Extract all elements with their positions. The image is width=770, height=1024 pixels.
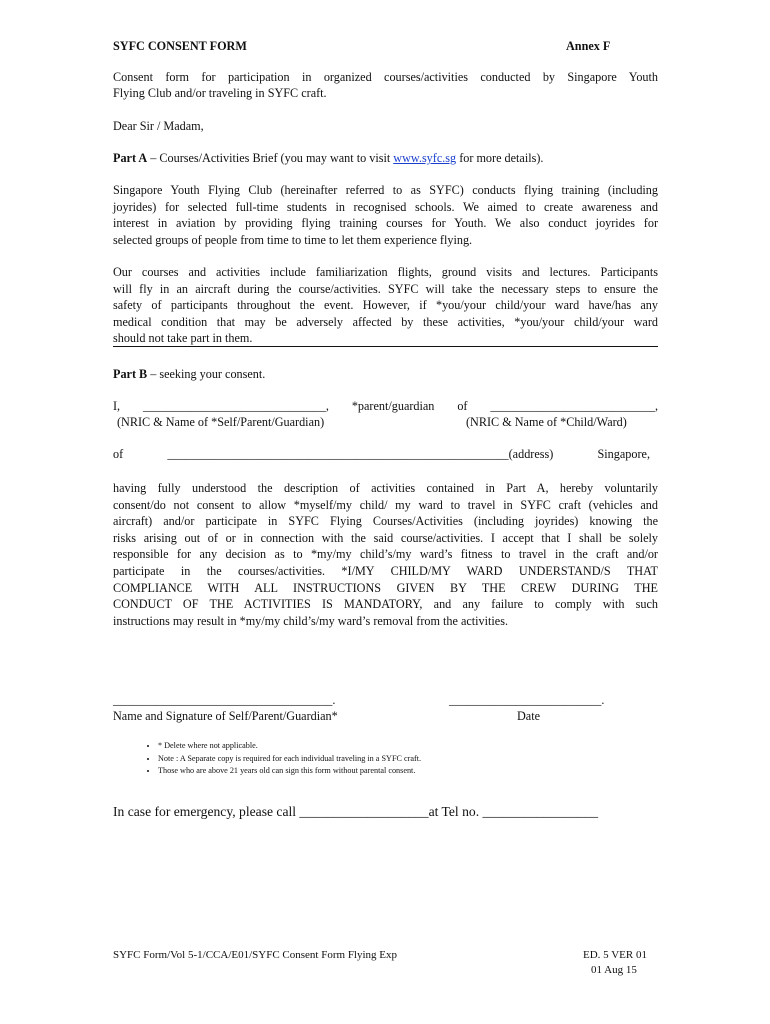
paragraph-line: responsible for any decision as to *my/my child’s/my ward’s fitness to travel in the craft and/or [113, 547, 658, 562]
paragraph-line: will fly in an aircraft during the course/activities. SYFC will take the necessary steps to ensure the [113, 281, 658, 296]
part-a-paragraph-1 [113, 182, 658, 248]
paragraph-line: risks arising out of or in connection with the said course/activities. I accept that I shall be solely [113, 530, 658, 545]
address-field[interactable]: of ________________________________________________________(address) Singapore, [113, 447, 650, 461]
paragraph-line: aircraft) and/or participate in SYFC Flying Courses/Activities (including joyrides) knowing the [113, 514, 658, 529]
part-b-label: Part B [113, 367, 148, 381]
part-a-label: Part A [113, 151, 148, 165]
intro-line-1: Consent form for participation in organized courses/activities conducted by Singapore Youth [113, 70, 658, 84]
section-divider [113, 346, 658, 347]
paragraph-line: medical condition that may be adversely affected by these activities, *you/your child/your ward [113, 314, 658, 329]
notes-list [158, 740, 421, 778]
paragraph-line: CONDUCT OF THE ACTIVITIES IS MANDATORY, and any failure to comply with such [113, 597, 658, 612]
paragraph-line: safety of participants throughout the event. However, if *you/your child/your ward have/has any [113, 298, 658, 313]
note-item: • * Delete where not applicable. [158, 740, 421, 753]
note-item: • Note : A Separate copy is required for each individual traveling in a SYFC craft. [158, 753, 421, 766]
nric-child-caption: (NRIC & Name of *Child/Ward) [466, 415, 627, 429]
footer-doc-ref: SYFC Form/Vol 5-1/CCA/E01/SYFC Consent Form Flying Exp [113, 949, 398, 961]
paragraph-line: should not take part in them. [113, 331, 253, 346]
signature-line[interactable]: ____________________________________. [113, 693, 336, 707]
footer-date: 01 Aug 15 [591, 964, 637, 976]
part-a-heading [113, 150, 543, 167]
paragraph-line: consent/do not consent to allow *myself/my child/ my ward to travel in SYFC craft (vehicles and [113, 497, 658, 512]
paragraph-line: participate in the courses/activities. *I/MY CHILD/MY WARD UNDERSTAND/S THAT [113, 563, 658, 578]
intro-line-2: Flying Club and/or traveling in SYFC craft. [113, 86, 327, 100]
nric-self-caption: (NRIC & Name of *Self/Parent/Guardian) [117, 415, 325, 429]
paragraph-line: joyrides) for selected full-time students in recognised schools. We aimed to create awareness and [113, 199, 658, 214]
form-title: SYFC CONSENT FORM [113, 39, 247, 53]
paragraph-line: COMPLIANCE WITH ALL INSTRUCTIONS GIVEN BY THE CREW DURING THE [113, 580, 658, 595]
footer-edition: ED. 5 VER 01 [583, 949, 647, 961]
part-a-paragraph-2 [113, 264, 658, 347]
paragraph-line: selected groups of people from time to time to let them experience flying. [113, 232, 473, 247]
paragraph-line: Singapore Youth Flying Club (hereinafter referred to as SYFC) conducts flying training (including [113, 183, 658, 197]
salutation: Dear Sir / Madam, [113, 119, 204, 133]
part-a-text-before: – Courses/Activities Brief (you may want to visit [147, 151, 394, 165]
date-line[interactable]: _________________________. [449, 693, 605, 707]
guardian-name-field[interactable]: I, ______________________________, *parent/guardian of ___________________________, [113, 399, 658, 413]
part-b-heading [113, 366, 265, 383]
part-a-text-after: for more details). [456, 151, 544, 165]
signature-label: Name and Signature of Self/Parent/Guardian* [113, 709, 338, 723]
note-item: • Those who are above 21 years old can sign this form without parental consent. [158, 765, 421, 778]
emergency-contact-line[interactable]: In case for emergency, please call ___________________at Tel no. _________________ [113, 804, 599, 819]
paragraph-line: instructions may result in *my/my child’s/my ward’s removal from the activities. [113, 613, 509, 628]
part-b-text: – seeking your consent. [147, 367, 266, 381]
paragraph-line: interest in aviation by providing flying training courses for Youth. We also conduct joyrides for [113, 216, 658, 231]
annex-label: Annex F [566, 39, 611, 53]
syfc-website-link[interactable]: www.syfc.sg [393, 151, 457, 165]
consent-paragraph [113, 480, 658, 629]
paragraph-line: having fully understood the description of activities contained in Part A, hereby voluntarily [113, 481, 658, 495]
date-label: Date [517, 709, 541, 723]
paragraph-line: Our courses and activities include familiarization flights, ground visits and lectures. Participants [113, 265, 658, 279]
